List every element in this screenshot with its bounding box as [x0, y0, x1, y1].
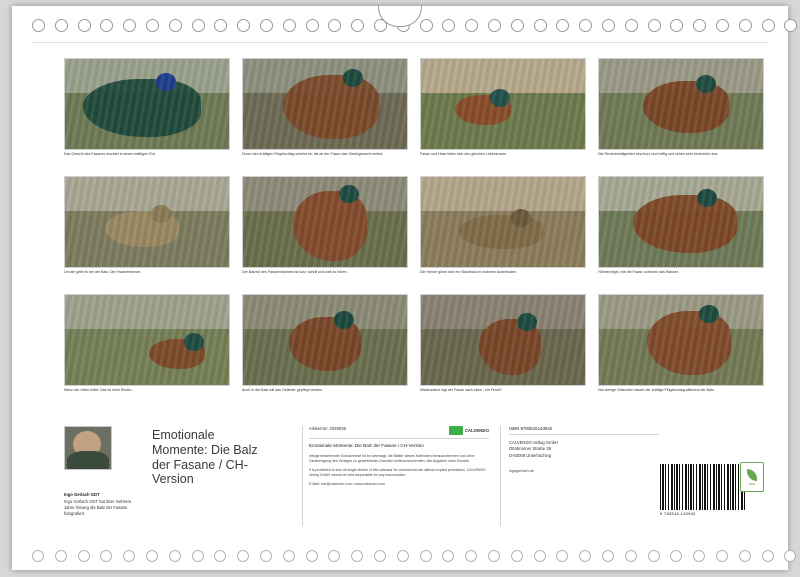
photo-caption: Der Balzruf des Fasanenhahnes ist kurz, schrill und weit zu hören.: [242, 270, 348, 274]
copyright-en: It is prohibited to tear off single sheets of this calendar for commercial use without explicit permission. CALVENDO Verlag GmbH cannot be held responsible for any inaccuracies.: [309, 468, 486, 478]
binder-hole: [214, 550, 226, 562]
photo-cell: [242, 294, 408, 404]
binder-hole: [693, 550, 705, 562]
photo-cell: [420, 58, 586, 168]
pheasant-photo: [64, 58, 230, 150]
author-portrait: [64, 426, 112, 470]
binder-hole: [625, 550, 637, 562]
photo-texture: [421, 295, 585, 385]
binder-hole: [784, 550, 796, 562]
barcode-icon: [660, 464, 746, 510]
meta-title: Emotionale Momente: Die Balz der Fasane / CH-Version: [309, 443, 424, 448]
binder-hole: [465, 19, 478, 32]
pheasant-photo: [242, 58, 408, 150]
binder-hole: [762, 19, 775, 32]
publisher-address-line: Ottobrunner Straße 39: [509, 446, 551, 452]
binder-hole: [442, 19, 455, 32]
binder-hole: [556, 550, 568, 562]
binder-hole: [648, 550, 660, 562]
binder-hole: [579, 19, 592, 32]
binder-hole: [670, 19, 683, 32]
binder-hole: [762, 550, 774, 562]
photo-caption: Um sie geht es bei der Balz: Die Fasanenhenne.: [64, 270, 142, 274]
binder-hole: [784, 19, 797, 32]
binder-hole: [374, 550, 386, 562]
photo-cell: [242, 58, 408, 168]
binder-hole: [511, 19, 524, 32]
binder-hole: [146, 550, 158, 562]
copyright-de: Infolge bestehender Schutzrechte ist es untersagt, die Blätter dieses Kalenders herauszutrennen und ohne Genehmigung des Verlages zu gewerblichen Zwecken weiterzuverwenden. Alle Angaben ohne Gewähr.: [309, 454, 475, 464]
photo-texture: [599, 295, 763, 385]
binder-hole: [237, 19, 250, 32]
product-title-line: der Fasane / CH-: [152, 457, 248, 472]
author-block: [64, 426, 142, 517]
binder-hole: [351, 19, 364, 32]
photo-texture: [421, 177, 585, 267]
photo-caption: Auch in der Balz will das Gefieder gepflegt werden.: [242, 388, 324, 392]
binder-hole: [602, 550, 614, 562]
binder-hole: [511, 550, 523, 562]
binder-hole: [488, 550, 500, 562]
binder-hole: [625, 19, 638, 32]
binder-hole: [306, 19, 319, 32]
photo-texture: [243, 295, 407, 385]
photo-cell: [598, 58, 764, 168]
photo-cell: [598, 176, 764, 286]
pheasant-photo: [242, 294, 408, 386]
leaf-icon: [747, 469, 757, 481]
photo-cell: [420, 294, 586, 404]
photo-caption: Nur wenige Sekunden dauert der kräftige Flügelschlag während der Balz.: [598, 388, 715, 392]
isbn-value: 9783516143942: [520, 426, 553, 431]
binder-hole: [739, 19, 752, 32]
photo-texture: [243, 177, 407, 267]
pheasant-photo: [64, 176, 230, 268]
product-title-line: Momente: Die Balz: [152, 442, 258, 457]
binder-hole: [146, 19, 159, 32]
binder-hole: [55, 19, 68, 32]
photo-caption: Die Henne gönnt sich ein Staubbad im lockeren Ackerboden.: [420, 270, 517, 274]
binder-hole: [670, 550, 682, 562]
photo-caption: Wenn der Hahn kräht: Das ist mein Revier...: [64, 388, 135, 392]
binder-hole: [579, 550, 591, 562]
binder-hole: [78, 550, 90, 562]
eco-badge: [740, 462, 764, 492]
article-number: 2029035: [329, 426, 347, 431]
photo-caption: Durch den kräftigen Flügelschlag scheint es, als ob der Fasan das Gleichgewicht verliert.: [242, 152, 384, 156]
pheasant-photo: [420, 294, 586, 386]
photo-texture: [243, 59, 407, 149]
footer-block: [64, 426, 764, 534]
binder-hole: [693, 19, 706, 32]
product-title-line: Version: [152, 472, 194, 487]
pheasant-photo: [598, 176, 764, 268]
binder-hole: [465, 550, 477, 562]
binder-hole: [397, 550, 409, 562]
photo-cell: [598, 294, 764, 404]
photo-caption: Hühnervögel, wie die Fasan, scheuen das Wasser.: [598, 270, 679, 274]
binder-hole: [123, 550, 135, 562]
binder-hole: [420, 550, 432, 562]
photo-texture: [65, 177, 229, 267]
publisher-block: [500, 426, 659, 526]
binder-hole: [351, 550, 363, 562]
pheasant-photo: [242, 176, 408, 268]
product-meta: [302, 426, 489, 526]
contact-line: E-Mail: info@calvendo.com • www.calvendo.com: [309, 482, 385, 487]
isbn-line: ISBN 9783516143942: [509, 426, 553, 431]
photo-texture: [65, 295, 229, 385]
photo-cell: [64, 176, 230, 286]
binder-hole: [648, 19, 661, 32]
eco-label: eco: [749, 481, 755, 486]
binder-hole: [32, 19, 45, 32]
binder-hole: [78, 19, 91, 32]
binder-hole: [169, 19, 182, 32]
product-title: [152, 428, 292, 487]
binder-hole: [556, 19, 569, 32]
binder-hole: [488, 19, 501, 32]
binder-holes-bottom: [32, 548, 792, 564]
binder-hole: [328, 550, 340, 562]
top-divider: [32, 42, 768, 43]
calendar-sheet: [12, 6, 788, 570]
binder-hole: [260, 19, 273, 32]
binder-hole: [328, 19, 341, 32]
photo-cell: [242, 176, 408, 286]
author-bio: Ingo Gerlach GDT hat über mehrere Jahre hinweg die Balz der Fasane fotografiert.: [64, 499, 132, 516]
binder-hole: [100, 19, 113, 32]
publisher-address-line: D-82008 Unterhaching: [509, 452, 552, 458]
photo-texture: [599, 177, 763, 267]
photo-texture: [599, 59, 763, 149]
binder-hole: [716, 550, 728, 562]
photo-caption: Das Gesicht des Fasanes leuchtet in einem kräftigen Rot.: [64, 152, 156, 156]
binder-hole: [283, 19, 296, 32]
calvendo-wordmark: CALVENDO: [464, 428, 489, 433]
author-name: Ingo Gerlach GDT: [64, 492, 100, 497]
binder-hole: [306, 550, 318, 562]
binder-hole: [442, 550, 454, 562]
meta-divider: [309, 438, 489, 439]
photo-cell: [64, 294, 230, 404]
photo-caption: Misstrauisch lugt der Fasan nach oben - ein Feind?: [420, 388, 502, 392]
binder-hole: [192, 550, 204, 562]
pheasant-photo: [598, 294, 764, 386]
photo-caption: Die Revierstreitigkeiten sind kurz und heftig und sehen sehr bedrohlich aus.: [598, 152, 719, 156]
binder-hole: [237, 550, 249, 562]
binder-hole: [260, 550, 272, 562]
binder-hole: [602, 19, 615, 32]
photo-texture: [65, 59, 229, 149]
publisher-divider: [509, 434, 659, 435]
photo-cell: [420, 176, 586, 286]
binder-hole: [534, 19, 547, 32]
publisher-address: [509, 440, 659, 459]
binder-hole: [55, 550, 67, 562]
pheasant-photo: [64, 294, 230, 386]
binder-hole: [716, 19, 729, 32]
publisher-address-line: CALVENDO Verlag GmbH: [509, 440, 559, 445]
binder-hole: [192, 19, 205, 32]
binder-hole: [739, 550, 751, 562]
publisher-website: ingogerlach.de: [509, 468, 534, 473]
pheasant-photo: [420, 58, 586, 150]
calvendo-logo: [449, 426, 489, 435]
binder-hole: [283, 550, 295, 562]
photo-texture: [421, 59, 585, 149]
pheasant-photo: [598, 58, 764, 150]
pheasant-photo: [420, 176, 586, 268]
photo-cell: [64, 58, 230, 168]
binder-hole: [100, 550, 112, 562]
calvendo-mark-icon: [449, 426, 463, 435]
binder-hole: [214, 19, 227, 32]
product-title-line: Emotionale: [152, 428, 215, 442]
binder-hole: [169, 550, 181, 562]
binder-hole: [420, 19, 433, 32]
photo-grid: [64, 58, 764, 404]
photo-caption: Fasan und Hase teilen sich den gleichen Lebensraum.: [420, 152, 507, 156]
binder-hole: [534, 550, 546, 562]
binder-hole: [123, 19, 136, 32]
barcode-number: 9 783516 143942: [660, 511, 696, 516]
article-label: Artikel-Nr: 2029035: [309, 426, 347, 431]
binder-hole: [32, 550, 44, 562]
